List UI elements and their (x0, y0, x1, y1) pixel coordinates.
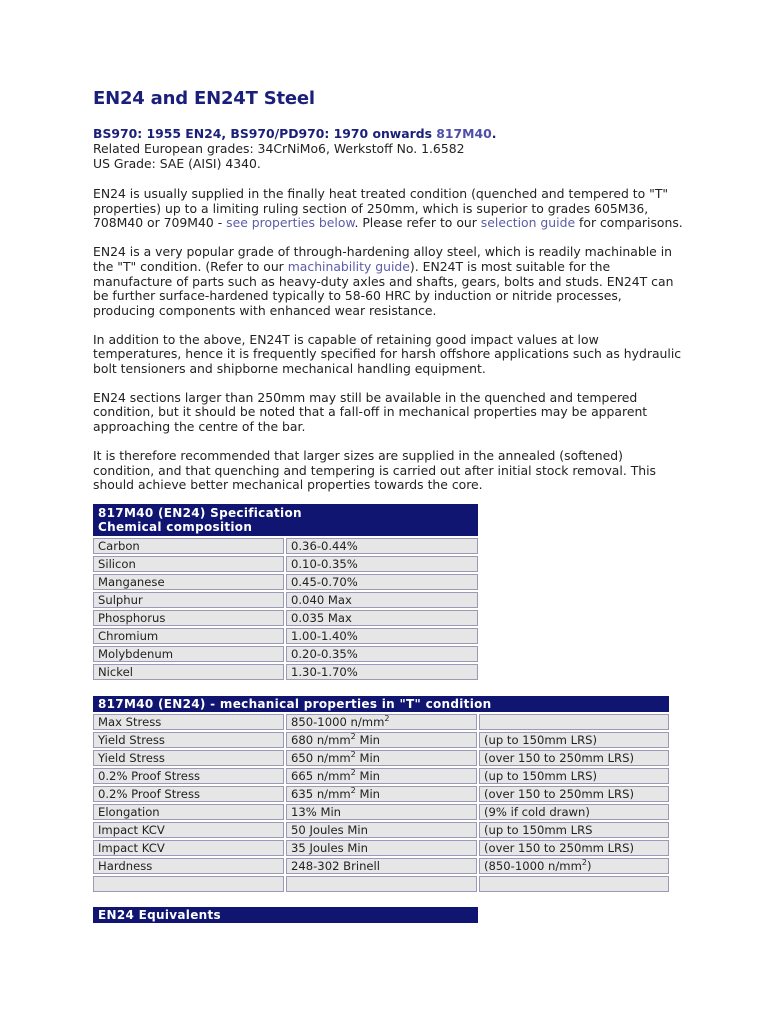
table-header-row (93, 504, 478, 536)
property-note: (850-1000 $n/mm^2$) (479, 858, 669, 874)
unit-superscript: 2 (350, 732, 356, 742)
standard-text: BS970: 1955 EN24, BS970/PD970: 1970 onwards (93, 126, 437, 141)
element-value: 1.00-1.40% (286, 628, 478, 644)
property-value-text: 35 Joules Min (291, 841, 368, 855)
para1-text1: EN24 is usually supplied in the finally heat treated condition (quenched and tempered to "T" properties) up to a limiting ruling section of 250mm, which is superior to grades 605M36, 708M40 or 709M40 - (93, 186, 669, 231)
table-row (93, 628, 478, 644)
table-row (93, 804, 669, 820)
property-note-text: (850-1000 (484, 859, 549, 873)
property-name: Max Stress (93, 714, 284, 730)
property-note-text: (over 150 to 250mm LRS) (484, 751, 634, 765)
table-row (93, 750, 669, 766)
element-value: 1.30-1.70% (286, 664, 478, 680)
property-value-text: 680 (291, 733, 317, 747)
table-row (93, 538, 478, 554)
see-properties-link[interactable]: see properties below (226, 215, 355, 231)
table-header-row (93, 907, 478, 923)
para2-text1: EN24 is a very popular grade of through-hardening alloy steel, which is readily machinable in the "T" condition. (Refer to our (93, 244, 673, 274)
property-value (286, 804, 477, 820)
unit: n/mm (548, 859, 582, 873)
property-value-suffix: Min (355, 787, 381, 801)
property-note (479, 840, 669, 856)
element-value: 0.035 Max (286, 610, 478, 626)
property-name: Hardness (93, 858, 284, 874)
element-value: 0.20-0.35% (286, 646, 478, 662)
property-name: Yield Stress (93, 732, 284, 748)
para1-text3: for comparisons. (575, 215, 683, 231)
us-grade: US Grade: SAE (AISI) 4340. (93, 156, 261, 171)
unit-superscript: 2 (350, 768, 356, 778)
unit-superscript: 2 (350, 750, 356, 760)
para2-text2: ). EN24T is most suitable for the manufacture of parts such as heavy-duty axles and shafts, gears, bolts and studs. EN24T can be further surface-hardened typically to 58-60 HRC by induction or nitride processes, producing components with enhanced wear resistance. (93, 258, 674, 318)
property-name (93, 876, 284, 892)
property-note (479, 804, 669, 820)
article (93, 88, 683, 493)
table-row (93, 786, 669, 802)
property-value (286, 858, 477, 874)
para1-text2: . Please refer to our (354, 215, 481, 231)
paragraph-recommend: It is therefore recommended that larger sizes are supplied in the annealed (softened) condition, and that quenching and tempering is carried out after initial stock removal. This should achieve better mechanical properties towards the core. (93, 447, 657, 493)
element-name: Nickel (93, 664, 284, 680)
property-value-text: 650 (291, 751, 317, 765)
property-value (286, 822, 477, 838)
composition-header-title: 817M40 (EN24) Specification (98, 506, 302, 520)
property-value-text: 50 Joules Min (291, 823, 368, 837)
table-row (93, 858, 669, 874)
element-value: 0.040 Max (286, 592, 478, 608)
unit-superscript: 2 (581, 858, 587, 868)
table-row (93, 768, 669, 784)
selection-guide-link[interactable]: selection guide (480, 215, 576, 231)
table-row (93, 822, 669, 838)
table-row (93, 840, 669, 856)
property-name: Impact KCV (93, 840, 284, 856)
paragraph-supply (93, 187, 683, 231)
unit: n/mm (316, 787, 351, 801)
table-row (93, 876, 669, 892)
mechanical-properties-table (91, 694, 671, 894)
composition-header-subtitle: Chemical composition (98, 520, 253, 534)
property-note-text: (up to 150mm LRS (484, 823, 593, 837)
table-row (93, 732, 669, 748)
property-value-text: 665 (291, 769, 317, 783)
property-value-suffix: Min (355, 751, 381, 765)
table-row (93, 592, 478, 608)
unit: n/mm (350, 715, 385, 729)
property-note (479, 786, 669, 802)
property-value-text: 248-302 Brinell (291, 859, 380, 873)
property-note (479, 768, 669, 784)
mechanical-header: 817M40 (EN24) - mechanical properties in "T" condition (93, 696, 669, 712)
property-note-text: (up to 150mm LRS) (484, 733, 598, 747)
property-value (286, 876, 477, 892)
paragraph-impact: In addition to the above, EN24T is capable of retaining good impact values at low temperatures, hence it is frequently specified for harsh offshore applications such as hydraulic bolt tensioners and shipborne mechanical handling equipment. (93, 331, 682, 377)
paragraph-popular (93, 245, 683, 319)
element-value: 0.36-0.44% (286, 538, 478, 554)
property-value-suffix: Min (355, 769, 381, 783)
element-name: Phosphorus (93, 610, 284, 626)
property-note (479, 714, 669, 730)
property-value (286, 786, 477, 802)
table-header-cell (93, 504, 478, 536)
property-value (286, 840, 477, 856)
table-row (93, 556, 478, 572)
unit-superscript: 2 (350, 786, 356, 796)
property-note-text: (9% if cold drawn) (484, 805, 590, 819)
property-value (286, 732, 477, 748)
element-name: Carbon (93, 538, 284, 554)
property-note (479, 750, 669, 766)
table-row (93, 664, 478, 680)
property-name: 0.2% Proof Stress (93, 768, 284, 784)
element-name: Manganese (93, 574, 284, 590)
unit: n/mm (316, 733, 351, 747)
property-value-suffix: Min (355, 733, 381, 747)
equivalents-header: EN24 Equivalents (93, 907, 478, 923)
unit: n/mm (316, 769, 351, 783)
property-value-text: 635 (291, 787, 317, 801)
paragraph-sections: EN24 sections larger than 250mm may still be available in the quenched and tempered condition, but it should be noted that a fall-off in mechanical properties may be apparent approaching the centre of the bar. (93, 389, 648, 435)
element-name: Chromium (93, 628, 284, 644)
property-note (479, 822, 669, 838)
property-value-text: 850-1000 (291, 715, 351, 729)
equivalents-table (91, 905, 480, 925)
table-row (93, 574, 478, 590)
property-note-text: (up to 150mm LRS) (484, 769, 598, 783)
property-name: Impact KCV (93, 822, 284, 838)
standard-link[interactable]: 817M40 (436, 126, 492, 141)
table-row (93, 646, 478, 662)
element-name: Sulphur (93, 592, 284, 608)
element-name: Molybdenum (93, 646, 284, 662)
property-note-text: (over 150 to 250mm LRS) (484, 787, 634, 801)
property-value (286, 714, 477, 730)
property-name: Elongation (93, 804, 284, 820)
standard-line (93, 126, 683, 141)
unit-superscript: 2 (384, 714, 390, 724)
element-name: Silicon (93, 556, 284, 572)
machinability-guide-link[interactable]: machinability guide (287, 258, 410, 274)
element-value: 0.45-0.70% (286, 574, 478, 590)
table-row (93, 714, 669, 730)
property-note (479, 732, 669, 748)
standard-end: . (491, 126, 497, 141)
european-grades: Related European grades: 34CrNiMo6, Werkstoff No. 1.6582 (93, 141, 465, 156)
property-value (286, 750, 477, 766)
property-name: Yield Stress (93, 750, 284, 766)
element-value: 0.10-0.35% (286, 556, 478, 572)
table-header-row (93, 696, 669, 712)
chemical-composition-table (91, 502, 480, 682)
page-title: EN24 and EN24T Steel (93, 88, 315, 109)
property-note (479, 876, 669, 892)
property-value-text: 13% Min (291, 805, 342, 819)
unit: n/mm (316, 751, 351, 765)
standards-block (93, 126, 683, 171)
property-name: 0.2% Proof Stress (93, 786, 284, 802)
property-note-text: (over 150 to 250mm LRS) (484, 841, 634, 855)
table-row (93, 610, 478, 626)
property-value (286, 768, 477, 784)
